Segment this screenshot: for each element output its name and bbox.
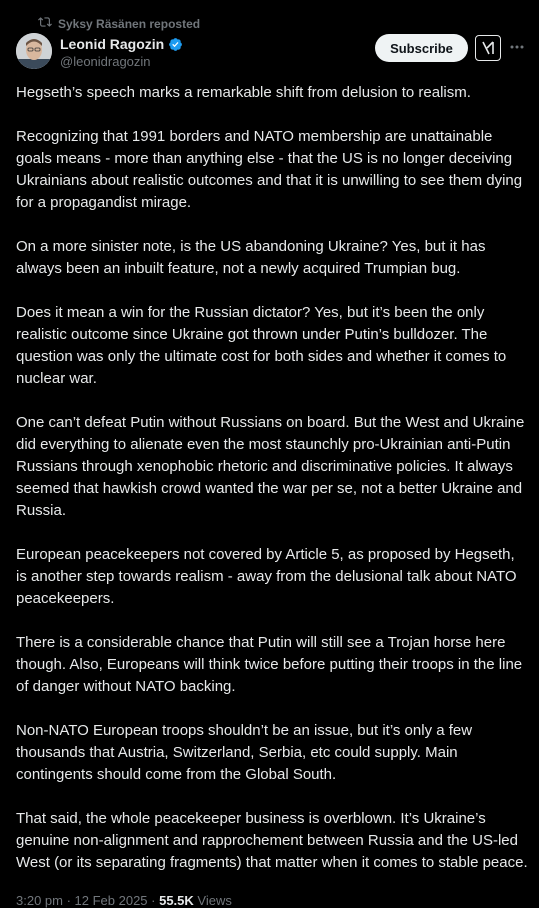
tweet-paragraph: That said, the whole peacekeeper business is overblown. It’s Ukraine’s genuine non-alignment and rapprochement between Russia and the US-led West (or its separating fragments) that matter when it comes to stable peace. (16, 810, 528, 871)
repost-indicator[interactable] (38, 15, 200, 32)
repost-text: Syksy Räsänen reposted (58, 16, 201, 31)
tweet-paragraph: There is a considerable chance that Putin will still see a Trojan horse here though. Also, Europeans will think twice before putting their troops in the line of danger without NATO backing. (16, 634, 523, 695)
tweet-paragraph: Does it mean a win for the Russian dictator? Yes, but it’s been the only realistic outcome since Ukraine got thrown under Putin’s bulldozer. The question was only the ultimate cost for both sides and whether it comes to nuclear war. (16, 304, 507, 387)
view-count: 55.5K (159, 893, 194, 908)
tweet-paragraph: European peacekeepers not covered by Article 5, as proposed by Hegseth, is another step towards realism - away from the delusional talk about NATO peacekeepers. (16, 546, 517, 607)
tweet-paragraph: Recognizing that 1991 borders and NATO membership are unattainable goals means - more than anything else - that the US is no longer deceiving Ukrainians about realistic outcomes and that it is unwilling to see them dying for a propagandist mirage. (16, 128, 523, 211)
avatar[interactable] (16, 33, 52, 69)
tweet-paragraph: Hegseth’s speech marks a remarkable shift from delusion to realism. (16, 84, 471, 101)
author-name[interactable]: Leonid Ragozin (60, 36, 165, 52)
author-handle[interactable]: @leonidragozin (60, 54, 151, 69)
verified-badge-icon[interactable] (168, 37, 183, 52)
views-label: Views (193, 893, 232, 908)
tweet-text (16, 82, 528, 896)
tweet-meta (16, 893, 232, 908)
more-icon[interactable] (508, 38, 526, 56)
tweet-timestamp[interactable]: 3:20 pm · 12 Feb 2025 · (16, 893, 160, 908)
tweet-paragraph: One can’t defeat Putin without Russians on board. But the West and Ukraine did everything to alienate even the most staunchly pro-Ukrainian anti-Putin Russians through xenophobic rhetoric and discriminative policies. It always seemed that hawkish crowd wanted the war per se, not a better Ukraine and Russia. (16, 414, 525, 519)
subscribe-button[interactable]: Subscribe (375, 34, 468, 62)
repost-icon (38, 15, 52, 32)
author-name-row[interactable] (60, 36, 183, 52)
tweet-paragraph: On a more sinister note, is the US abandoning Ukraine? Yes, but it has always been an inbuilt feature, not a newly acquired Trumpian bug. (16, 238, 486, 277)
grok-icon[interactable] (475, 35, 501, 61)
tweet-paragraph: Non-NATO European troops shouldn’t be an issue, but it’s only a few thousands that Austria, Switzerland, Serbia, etc could supply. Main contingents should come from the Global South. (16, 722, 473, 783)
author-info[interactable] (60, 36, 183, 69)
